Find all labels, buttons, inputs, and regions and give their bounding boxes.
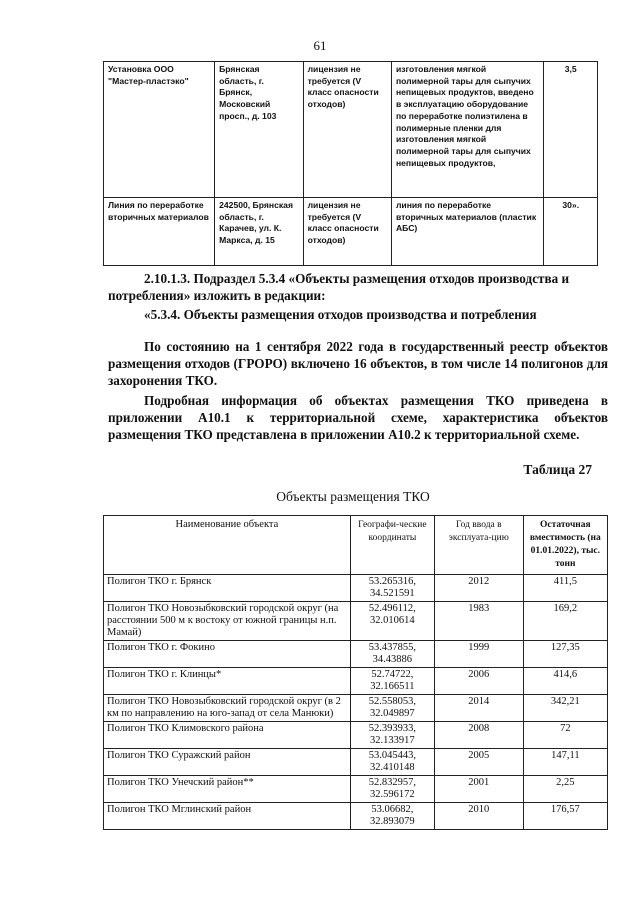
header-capacity: Остаточная вместимость (на 01.01.2022), тыс. тонн	[523, 516, 607, 575]
table-row	[104, 803, 608, 830]
site-capacity: 169,2	[523, 602, 607, 641]
site-name: Полигон ТКО Климовского района	[104, 722, 351, 749]
site-year: 2010	[434, 803, 523, 830]
table-header-row	[104, 516, 608, 575]
site-capacity: 147,11	[523, 749, 607, 776]
site-capacity: 342,21	[523, 695, 607, 722]
site-year: 2001	[434, 776, 523, 803]
site-capacity: 176,57	[523, 803, 607, 830]
table-row	[104, 641, 608, 668]
site-coords: 53.437855, 34.43886	[350, 641, 434, 668]
site-name: Полигон ТКО Новозыбковский городской округ (на расстоянии 500 м к востоку от южной границы н.п. Мамай)	[104, 602, 351, 641]
site-year: 2008	[434, 722, 523, 749]
facility-license: лицензия не требуется (V класс опасности отходов)	[303, 62, 391, 198]
site-capacity: 127,35	[523, 641, 607, 668]
site-capacity: 2,25	[523, 776, 607, 803]
site-name: Полигон ТКО г. Фокино	[104, 641, 351, 668]
facility-license: лицензия не требуется (V класс опасности отходов)	[303, 198, 391, 266]
table-row	[104, 575, 608, 602]
table-caption: Объекты размещения ТКО	[276, 489, 430, 504]
site-capacity: 411,5	[523, 575, 607, 602]
header-year: Год ввода в эксплуата-цию	[434, 516, 523, 575]
site-coords: 52.393933, 32.133917	[350, 722, 434, 749]
site-year: 1983	[434, 602, 523, 641]
table-row	[104, 722, 608, 749]
page-number: 61	[313, 38, 327, 53]
site-coords: 52.74722, 32.166511	[350, 668, 434, 695]
section-heading: «5.3.4. Объекты размещения отходов производства и потребления	[144, 307, 537, 322]
continuation-table	[103, 61, 598, 266]
site-capacity: 72	[523, 722, 607, 749]
facility-value: 3,5	[544, 62, 598, 198]
table-label: Таблица 27	[523, 462, 592, 477]
site-year: 2012	[434, 575, 523, 602]
site-name: Полигон ТКО г. Брянск	[104, 575, 351, 602]
table-row	[104, 776, 608, 803]
facility-address: Брянская область, г. Брянск, Московский просп., д. 103	[215, 62, 303, 198]
facility-address: 242500, Брянская область, г. Карачев, ул. К. Маркса, д. 15	[215, 198, 303, 266]
facility-value: 30».	[544, 198, 598, 266]
header-name: Наименование объекта	[104, 516, 351, 575]
facility-name: Установка ООО "Мастер-пластэко"	[104, 62, 215, 198]
site-coords: 53.06682, 32.893079	[350, 803, 434, 830]
site-name: Полигон ТКО Суражский район	[104, 749, 351, 776]
section-instruction-paragraph: 2.10.1.3. Подраздел 5.3.4 «Объекты размещения отходов производства и потребления» изложить в редакции:	[108, 271, 570, 303]
site-name: Полигон ТКО Унечский район**	[104, 776, 351, 803]
site-coords: 53.265316, 34.521591	[350, 575, 434, 602]
site-name: Полигон ТКО Новозыбковский городской округ (в 2 км по направлению на юго-запад от села Манюки)	[104, 695, 351, 722]
header-coords: Географи-ческие координаты	[350, 516, 434, 575]
table-row	[104, 749, 608, 776]
facility-name: Линия по переработке вторичных материалов	[104, 198, 215, 266]
table-row	[104, 668, 608, 695]
site-year: 1999	[434, 641, 523, 668]
table-row	[104, 602, 608, 641]
table-row	[104, 198, 598, 266]
appendix-paragraph: Подробная информация об объектах размещения ТКО приведена в приложении А10.1 к территориальной схеме, характеристика объектов размещения ТКО представлена в приложении А10.2 к территориальной схеме.	[108, 393, 608, 442]
site-year: 2005	[434, 749, 523, 776]
facility-description: изготовления мягкой полимерной тары для сыпучих непищевых продуктов, введено в эксплуатацию оборудование по переработке полиэтилена в полимерные пленки для изготовления мягкой полимерной тары для сыпучих непищевых продуктов,	[391, 62, 544, 198]
site-coords: 52.496112, 32.010614	[350, 602, 434, 641]
table-row	[104, 695, 608, 722]
registry-paragraph: По состоянию на 1 сентября 2022 года в государственный реестр объектов размещения отходов (ГРОРО) включено 16 объектов, в том числе 14 полигонов для захоронения ТКО.	[108, 339, 608, 388]
site-capacity: 414,6	[523, 668, 607, 695]
site-name: Полигон ТКО г. Клинцы*	[104, 668, 351, 695]
site-coords: 52.558053, 32.049897	[350, 695, 434, 722]
site-coords: 52.832957, 32.596172	[350, 776, 434, 803]
site-coords: 53.045443, 32.410148	[350, 749, 434, 776]
site-year: 2006	[434, 668, 523, 695]
table-row	[104, 62, 598, 198]
site-name: Полигон ТКО Мглинский район	[104, 803, 351, 830]
facility-description: линия по переработке вторичных материалов (пластик АБС)	[391, 198, 544, 266]
waste-sites-table	[103, 515, 608, 830]
site-year: 2014	[434, 695, 523, 722]
